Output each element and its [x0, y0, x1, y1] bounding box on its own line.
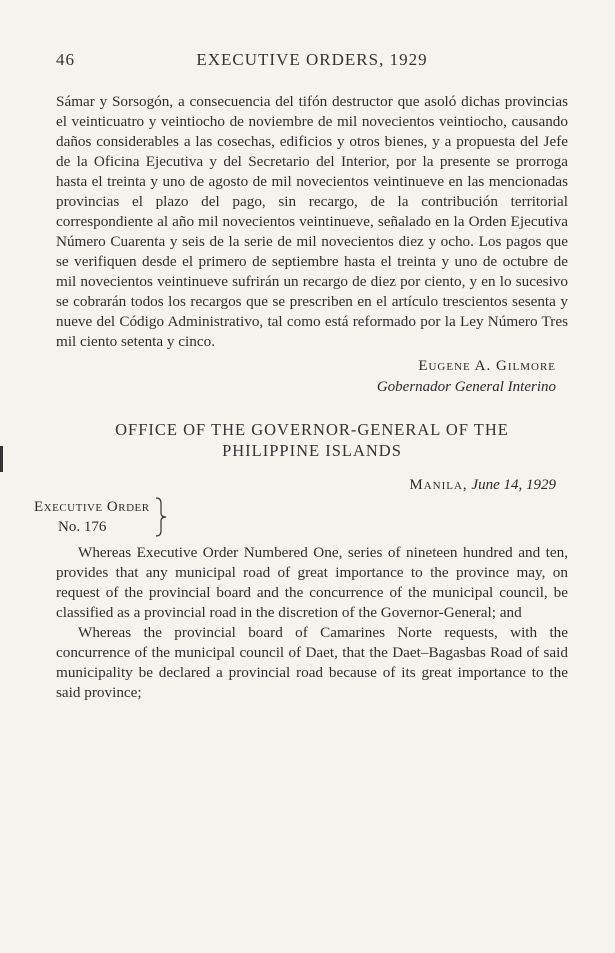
whereas-paragraph-1: Whereas Executive Order Numbered One, series of nineteen hundred and ten, provides that any municipal road of great importance to the province may, on request of the provincial board and the concurrence of the municipal council, be classified as a provincial road in the discretion of the Governor-General; and [56, 544, 568, 621]
document-page [34, 50, 568, 703]
office-heading-line1: OFFICE OF THE GOVERNOR-GENERAL OF THE [115, 420, 509, 439]
page-number: 46 [56, 50, 75, 69]
signatory-title: Gobernador General Interino [376, 379, 556, 395]
running-head: EXECUTIVE ORDERS, 1929 [196, 50, 428, 69]
office-heading-line2: PHILIPPINE ISLANDS [222, 441, 402, 460]
signature-block [56, 356, 556, 397]
dateline [56, 477, 556, 494]
dateline-city: Manila, [409, 477, 468, 493]
office-heading [56, 419, 568, 461]
page-header [56, 50, 568, 70]
order-identifier [34, 497, 568, 537]
spanish-paragraph: Sámar y Sorsogón, a consecuencia del tifón destructor que asoló dichas provincias el veinticuatro y veintiocho de noviembre de mil novecientos veintiocho, causando daños considerables a las cosechas, edificios y otros bienes, y a propuesta del Jefe de la Oficina Ejecutiva y del Secretario del Interior, por la presente se prorroga hasta el treinta y uno de agosto de mil novecientos veintinueve en las mencionadas provincias el plazo del pago, sin recargo, de la contribución territorial correspondiente al año mil novecientos veintinueve, señalado en la Orden Ejecutiva Número Cuarenta y seis de la serie de mil novecientos diez y ocho. Los pagos que se verifiquen desde el primero de septiembre hasta el treinta y uno de octubre de mil novecientos veintinueve sufrirán un recargo de diez por ciento, y en lo sucesivo se cobrarán todos los recargos que se prescriben en el artículo trescientos sesenta y nueve del Código Administrativo, tal como está reformado por la Ley Número Tres mil ciento setenta y cinco. [56, 93, 568, 350]
dateline-date: June 14, 1929 [471, 477, 556, 493]
scan-edge-mark [0, 446, 3, 472]
whereas-paragraph-2: Whereas the provincial board of Camarines Norte requests, with the concurrence of the municipal council of Daet, that the Daet–Bagasbas Road of said municipality be declared a provincial road because of its great importance to the said province; [56, 624, 568, 701]
order-label: Executive Order [34, 499, 150, 515]
order-number: No. 176 [58, 519, 107, 535]
signatory-name: Eugene A. Gilmore [418, 358, 556, 374]
right-brace-icon [154, 497, 168, 537]
